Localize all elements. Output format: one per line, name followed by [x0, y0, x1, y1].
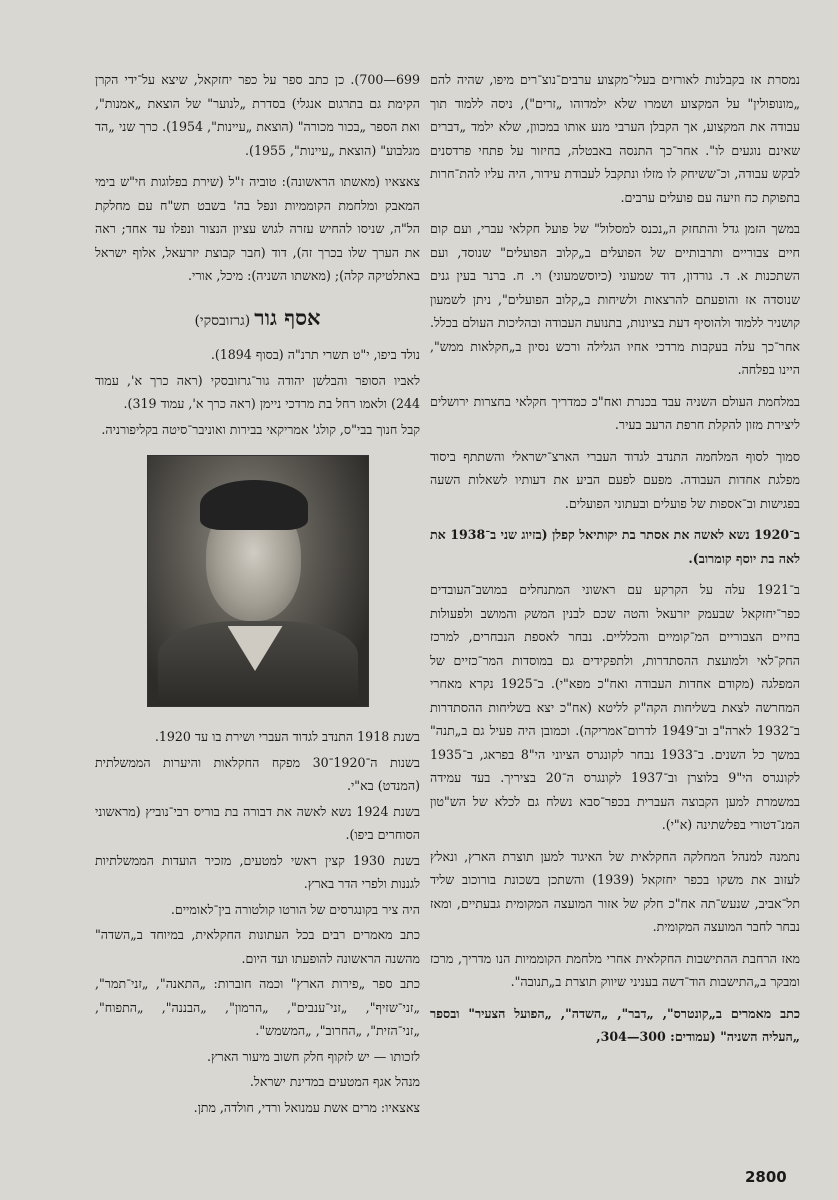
- bio-paragraph-1: נולד ביפו, י"ט תשרי תרנ"ה (בסוף 1894).: [210, 347, 420, 362]
- career-paragraph-8: לזכותו — יש לזקוף חלק חשוב מיעור הארץ.: [206, 1048, 420, 1064]
- bio-paragraph-2: לאביו הסופר והבלשן יהודה גור־גרזובסקי (ראה כרך א', עמוד 244) ולאמו רחל בת מרדכי ניימן (ראה כרך א', עמוד 319).: [95, 372, 420, 411]
- career-paragraph-2: בשנות ה־1920־30 מפקח החקלאות והיערות הממשלתית (המנדט) בא"י.: [95, 754, 421, 793]
- right-paragraph-3: במלחמת העולם השניה עבד בכנרת ואח"כ כמדריך חקלאי בחצרות ירושלים ליצירת מזון להקלת חרפת הרעב בעיר.: [430, 393, 800, 432]
- career-paragraph-4: בשנת 1930 קצין ראשי למטעים, מזכיר הועדות הממשלתיות לגננות ולפרי הדר בארץ.: [95, 852, 420, 891]
- right-paragraph-6: ב־1921 עלה על הקרקע עם ראשוני המתנחלים במושב־העובדים כפר־יחזקאל שבעמק יזרעאל והטה שכם לבנין המשק והמושב ולפעולות בחיים הצבוריים המ־קומיים והכלליים. נבחר לאספת הנבחרים, למרכז החק־לאי ולמועצת ההסתדרות, ולתפקידים גם במוסדות המר־כזיים של המפלגה (מקודם אחדות העבודה ואח"כ מפא"י). ב־1925 נקרא מאחרי המחרשה לצאת בשליחות הקה"ק לליטא (אח"כ יצא בשליחות ההסתדרות ב־1932 לארה"ב וב־1949 לדרום־אמריקה). וכמובן היה פעיל גם ב„תנה" במשך כל השנים. ב־1933 נבחר לקונגרס הציוני הי"8 בפראג, ב־1935 לקונגרס הי"9 בלוצרן וב־1937 לקונגרס ה־20 בציריך. בעד עמידה במשמרת למען הקבוצה העברית בכפר־סבא נשלח גם לכלא של הש"טון המנ־דטורי בפלשתינה (א"י).: [430, 582, 801, 832]
- entry-original-name: (גרזובסקי): [194, 312, 251, 329]
- right-column: [430, 68, 800, 1057]
- right-paragraph-1: נמסרת אז בקבלנות לאורזים בעלי־מקצוע ערבים־נוצ־רים מיפו, שהיה להם „מונופולין" על המקצוע ושמרו שלא ילמדוהו „זרים"), ניסה ללמוד תוך עבודה את המקצוע, אך הקבלן הערבי מנע אותו במכוון, שלא ילמד „דברים שאינם נוגעים לו". אחר־כך התנסה באבטלה, בחיזור על פתחי פרדסנים לבקש עבודה, וכ־ששיחק לו מזלו ונתקבל לעבודת עידור, היה עליו להת־חרות בתפוקת כח וזיעה עם פועלים ערבים.: [430, 72, 800, 205]
- left-column: [95, 68, 420, 1121]
- right-paragraph-7: נתמנה למנהל המחלקה החקלאית של האיגוד למען תוצרת הארץ, ונאלץ לעזוב את משקו בכפר יחזקאל (1939) והשתכן בשכונת בורוכוב שליד תל־אביב, שנעש־תה אח"כ חלק של אזור המועצה המקומית גבעתיים, ומאז נבחר לחבר המועצה המקומית.: [430, 848, 801, 934]
- career-paragraph-3: בשנת 1924 נשא לאשה את דבורה בת בוריס רבי־נוביץ (מראשוני הסוחרים ביפו).: [95, 803, 421, 842]
- bio-paragraph-3: קבל חנוך בבי"ס, קולג' אמריקאי בבירות ואוניבר־סיטה בקליפורניה.: [101, 421, 420, 437]
- career-paragraph-1: בשנת 1918 התנדב לגדוד העברי ושירת בו עד 1920.: [154, 729, 420, 744]
- left-intro-paragraph-1: 699—700). כן כתב ספר על כפר יחזקאל, שיצא על־ידי הקרן הקימת גם בתרגום אנגלי) בסדרת „לנוער" של הוצאת „אמנות", ואת הספר „בכור מכורה" (הוצאת „עיינות", 1954). כרך שני „הד מגלבוע" (הוצאת „עיינות", 1955).: [95, 72, 420, 158]
- career-paragraph-6: כתב מאמרים רבים בכל העתונות החקלאית, במיוחד ב„השדה" מהשנה הראשונה להופעתו ועד היום.: [95, 927, 420, 966]
- career-paragraph-5: היה ציר בקונגרסים של הורטו קולטורה בין־לאומיים.: [170, 901, 420, 917]
- right-paragraph-5: ב־1920 נשא לאשה את אסתר בת יקותיאל קפלן (בזיוג שני ב־1938 את לאה בת יוסף קומרוב).: [430, 527, 800, 566]
- career-paragraph-9: מנהל אגף המטעים במדינת ישראל.: [249, 1074, 420, 1089]
- right-paragraph-8: מאז הרחבת ההתישבות החקלאית אחרי מלחמת הקוממיות הנו מדריך, מרכז ומבקר ב„התישבות הוד־דשה בעניני שיווק תוצרת ב„תנובה".: [430, 950, 800, 989]
- career-paragraph-10: צאצאיו: מרים אשת עמנואל ורדי, חולדה, מתן.: [193, 1099, 420, 1115]
- entry-heading: [95, 306, 420, 334]
- right-paragraph-9: כתב מאמרים ב„קונטרס", „דבר", „השדה", „הפועל הצעיר" ובספר „העליה השניה" (עמודים: 300—304,: [430, 1005, 800, 1044]
- portrait-hair: [200, 480, 308, 530]
- right-paragraph-2: במשך הזמן גדל והתחזק ה„נכנס למסלול" של פועל חקלאי עברי, ועם קום חיים צבוריים ותרבותיים של הפועלים ב„קלוב הפועלים" שנוסד, ועם השתכנות א. ד. גורדון, דוד שמעוני (כיוסשמעוני) וי. ח. ברנר בעין גנים שנוסדה אז והופעתם להרצאות ולשיחות ב„קלוב הפועלים", ניתן לשמעון קושניר ללמוד ולהוסיף דעת בציונות, בתנועת העבודה ובהליכות העולם בכלל. אחר־כך עלה בעקבות מרדכי אחיו הגלילה ורכש נסיון ב„חקלאות ממש", היינו בפלחה.: [430, 221, 800, 377]
- career-paragraph-7: כתב ספר „פירות הארץ" וכמה חוברות: „התאנה", „זני־תמר", „זני־שזיף", „זני־ענבים", „הרמון", „הבננה", „התפוח", „זני־הזית", „החרוב", „המשמש".: [95, 976, 420, 1038]
- entry-name: אסף גור: [254, 304, 321, 330]
- left-intro-paragraph-2: צאצאיו (מאשתו הראשונה): טוביה ז"ל (שירת בפלוגות חי"ש בימי המאבק ומלחמת הקוממיות ונפל בה' בשבט תש"ח עם מחלקת הל"ה, שניסו להחיש עזרה לגוש עציון הנצור ונפלו עד אחד; ראה את הערך שלו בכרך זה), דוד (חבר קבוצת יזרעאל, אלוף ישראל באתלטיקה קלה); (מאשתו השניה): מיכל, אורי.: [95, 174, 420, 283]
- page-number: 2800: [745, 1168, 787, 1186]
- portrait-photo: [147, 455, 369, 707]
- right-paragraph-4: סמוך לסוף המלחמה התנדב לגדוד העברי הארצ־ישראלי והשתתף ביסוד מפלגת אחדות העבודה. מפעם לפעם הביע את דעותיו לשאלות השעה בפגישות וב־אספות של פועלים ובעתוני הפועלים.: [430, 448, 800, 511]
